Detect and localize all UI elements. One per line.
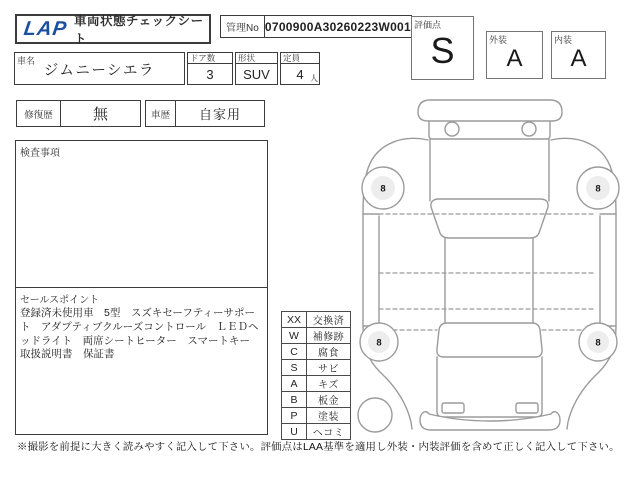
legend-label: ヘコミ: [307, 424, 351, 440]
legend-code: W: [282, 328, 307, 344]
laa-logo: LAP: [22, 18, 69, 40]
front-bumper: [420, 412, 560, 430]
legend-code: C: [282, 344, 307, 360]
sales-points-label: セールスポイント: [20, 295, 100, 306]
legend-code: A: [282, 376, 307, 392]
legend-label: 補修跡: [307, 328, 351, 344]
legend-row: [282, 392, 351, 408]
car-name-value: ジムニーシエラ: [43, 63, 156, 79]
legend-row: [282, 376, 351, 392]
body-shape-value: SUV: [243, 66, 270, 82]
legend-code: XX: [282, 312, 307, 328]
usage-history-box: [145, 100, 265, 127]
repair-value: 無: [92, 106, 108, 123]
doors-value: 3: [206, 66, 214, 82]
overall-score-value: S: [430, 30, 455, 71]
sales-points-section: [16, 288, 267, 433]
wheel-mark-rear-left: 8: [380, 183, 386, 195]
tailgate-hinge-left: [445, 122, 459, 136]
overall-score-box: [411, 16, 474, 80]
legend-label: 腐食: [307, 344, 351, 360]
legend-code: S: [282, 360, 307, 376]
headlight-right: [516, 403, 538, 413]
exterior-score-label: 外装: [489, 35, 508, 45]
legend-row: [282, 344, 351, 360]
repair-label: 修復歴: [17, 101, 61, 126]
sheet-title: 車両状態チェックシート: [74, 14, 204, 46]
car-name-label: 車名: [17, 56, 36, 66]
windshield: [437, 323, 542, 357]
legend-row: [282, 328, 351, 344]
legend-label: キズ: [307, 376, 351, 392]
exterior-score-box: [486, 31, 543, 79]
damage-legend-table: [281, 311, 351, 440]
rear-window: [431, 199, 548, 238]
legend-label: 塗装: [307, 408, 351, 424]
repair-history-box: [16, 100, 141, 127]
exterior-score-value: A: [506, 45, 523, 72]
header-title-box: [15, 14, 211, 44]
overall-score-label: 評価点: [414, 20, 442, 30]
footer-note: ※撮影を前提に大きく読みやすく記入して下さい。評価点はLAA基準を適用し外装・内装評価を含めて正しく記入して下さい。: [17, 442, 620, 453]
interior-score-box: [551, 31, 606, 79]
legend-label: 板金: [307, 392, 351, 408]
sales-points-content: 登録済未使用車 5型 スズキセーフティーサポート アダプティブクルーズコントロール ＬＥＤヘッドライト 両席シートヒーター スマートキー 取扱説明書 保証書: [20, 307, 261, 361]
legend-code: P: [282, 408, 307, 424]
legend-row: [282, 312, 351, 328]
legend-code: B: [282, 392, 307, 408]
capacity-label: 定員: [281, 53, 319, 64]
legend-row: [282, 360, 351, 376]
manage-no-value: 0700900A30260223W001: [264, 19, 411, 34]
inspection-section: [16, 141, 267, 288]
usage-history-label: 車歴: [146, 101, 176, 126]
doors-label: ドア数: [188, 53, 232, 64]
body-shape-cell: [235, 52, 278, 85]
front-face: [437, 404, 542, 417]
legend-label: 交換済: [307, 312, 351, 328]
legend-row: [282, 408, 351, 424]
interior-score-value: A: [570, 45, 587, 72]
wheel-mark-front-right: 8: [595, 337, 601, 349]
tailgate-hinge-right: [522, 122, 536, 136]
headlight-left: [442, 403, 464, 413]
wheel-mark-front-left: 8: [376, 337, 382, 349]
usage-history-value: 自家用: [198, 107, 241, 122]
capacity-cell: [280, 52, 320, 85]
inspection-label: 検査事項: [20, 148, 60, 159]
car-diagram: [350, 88, 640, 465]
manage-no-label: 管理No: [221, 16, 265, 37]
body-shape-label: 形状: [236, 53, 277, 64]
interior-score-label: 内装: [554, 35, 573, 45]
legend-label: サビ: [307, 360, 351, 376]
car-name-cell: [14, 52, 185, 85]
legend-code: U: [282, 424, 307, 440]
spare-tire-circle: [358, 398, 392, 432]
rear-bumper: [418, 100, 562, 121]
capacity-unit: 人: [310, 74, 318, 83]
wheel-mark-rear-right: 8: [595, 183, 601, 195]
fold-lines: [365, 214, 614, 330]
doors-cell: [187, 52, 233, 85]
inspection-sales-box: [15, 140, 268, 435]
manage-no-box: [220, 15, 412, 38]
capacity-value: 4: [296, 66, 304, 82]
